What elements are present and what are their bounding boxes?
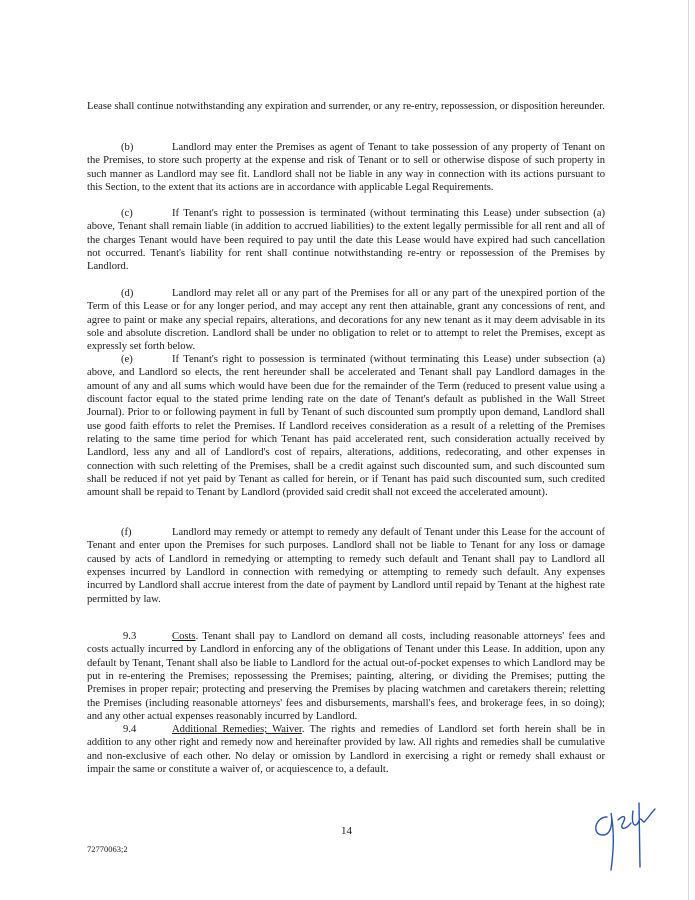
paragraph-e (87, 353, 605, 500)
paragraph-text: Landlord may enter the Premises as agent of Tenant to take possession of any property of Tenant on the Premises, to store such property at the expense and risk of Tenant or to sell or otherwise dispose of such property in such manner as Landlord may see fit. Landlord shall not be liable in any way in connection with its actions pursuant to this Section, to the extent that its actions are in accordance with applicable Legal Requirements. (87, 142, 605, 194)
section-number: 9.3 (123, 631, 137, 642)
section-heading: Costs (172, 631, 196, 642)
section-heading: Additional Remedies; Waiver (172, 724, 302, 735)
page-edge (688, 0, 689, 900)
paragraph-text: If Tenant's right to possession is terminated (without terminating this Lease) under subsection (a) above, and Landlord so elects, the rent hereunder shall be accelerated and Tenant shall pay Landlord damages in the amount of any and all sums which would have been due for the remainder of the Term (reduced to present value using a discount factor equal to the stated prime lending rate on the date of Tenant's default as published in the Wall Street Journal). Prior to or following payment in full by Tenant of such discounted sum promptly upon demand, Landlord shall use good faith efforts to relet the Premises. If Landlord receives consideration as a result of a reletting of the Premises relating to the same time period for which Tenant has paid accelerated rent, such consideration actually received by Landlord, less any and all of Landlord's cost of repairs, alterations, additions, redecorating, and other expenses in connection with such reletting of the Premises, shall be a credit against such discounted sum, and such discounted sum shall be reduced if not yet paid by Tenant as called for herein, or if Tenant has paid such discounted sum, such credited amount shall be repaid to Tenant by Landlord (provided said credit shall not exceed the accelerated amount). (87, 354, 605, 499)
section-text: . The rights and remedies of Landlord set forth herein shall be in addition to any other right and remedy now and hereinafter provided by law. All rights and remedies shall be cumulative and non-exclusive of each other. No delay or omission by Landlord in exercising a right or remedy shall exhaust or impair the same or constitute a waiver of, or acquiescence to, a default. (87, 724, 606, 776)
paragraph-text: Landlord may remedy or attempt to remedy any default of Tenant under this Lease for the account of Tenant and enter upon the Premises for such purposes. Landlord shall not be liable to Tenant for any loss or damage caused by acts of Landlord in remedying or attempting to remedy such default and Tenant shall pay to Landlord all expenses incurred by Landlord in connection with remedying or attempting to remedy such default. Any expenses incurred by Landlord shall accrue interest from the date of payment by Landlord until repaid by Tenant at the highest rate permitted by law. (87, 527, 605, 605)
section-9-3 (87, 630, 605, 723)
paragraph-c (87, 207, 605, 274)
section-9-4 (87, 723, 605, 776)
paragraph-text: Landlord may relet all or any part of the Premises for all or any part of the unexpired portion of the Term of this Lease or for any longer period, and may accept any rent then attainable, grant any concessions of rent, and agree to paint or make any special repairs, alterations, and decorations for any new tenant as it may deem advisable in its sole and absolute discretion. Landlord shall be under no obligation to relet or to attempt to relet the Premises, except as expressly set forth below. (87, 288, 605, 353)
page-number: 14 (341, 825, 352, 837)
paragraph-label: (d) (121, 288, 134, 299)
signature-initials (585, 795, 675, 875)
paragraph-label: (f) (121, 527, 132, 538)
paragraph-label: (c) (121, 208, 133, 219)
paragraph-b (87, 141, 605, 194)
paragraph-text: If Tenant's right to possession is terminated (without terminating this Lease) under subsection (a) above, Tenant shall remain liable (in addition to accrued liabilities) to the extent legally permissible for all rent and all of the charges Tenant would have been required to pay until the date this Lease would have expired had such cancellation not occurred. Tenant's liability for rent shall continue notwithstanding re-entry or repossession of the Premises by Landlord. (87, 208, 605, 273)
paragraph-d (87, 287, 605, 354)
section-text: . Tenant shall pay to Landlord on demand all costs, including reasonable attorneys' fees and costs actually incurred by Landlord in enforcing any of the obligations of Tenant under this Lease. In addition, upon any default by Tenant, Tenant shall also be liable to Landlord for the actual out-of-pocket expenses to which Landlord may be put in re-entering the Premises; repossessing the Premises; painting, altering, or dividing the Premises; putting the Premises in proper repair; protecting and preserving the Premises by placing watchmen and caretakers therein; reletting the Premises (including reasonable attorneys' fees and disbursements, marshall's fees, and brokerage fees, in so doing); and any other actual expenses reasonably incurred by Landlord. (87, 631, 605, 723)
paragraph-f (87, 526, 605, 606)
section-number: 9.4 (123, 724, 137, 735)
paragraph-label: (e) (121, 354, 133, 365)
paragraph-label: (b) (121, 142, 134, 153)
document-id: 72770063;2 (87, 844, 128, 854)
continuation-paragraph: Lease shall continue notwithstanding any expiration and surrender, or any re-entry, repossession, or disposition hereunder. (87, 101, 605, 112)
